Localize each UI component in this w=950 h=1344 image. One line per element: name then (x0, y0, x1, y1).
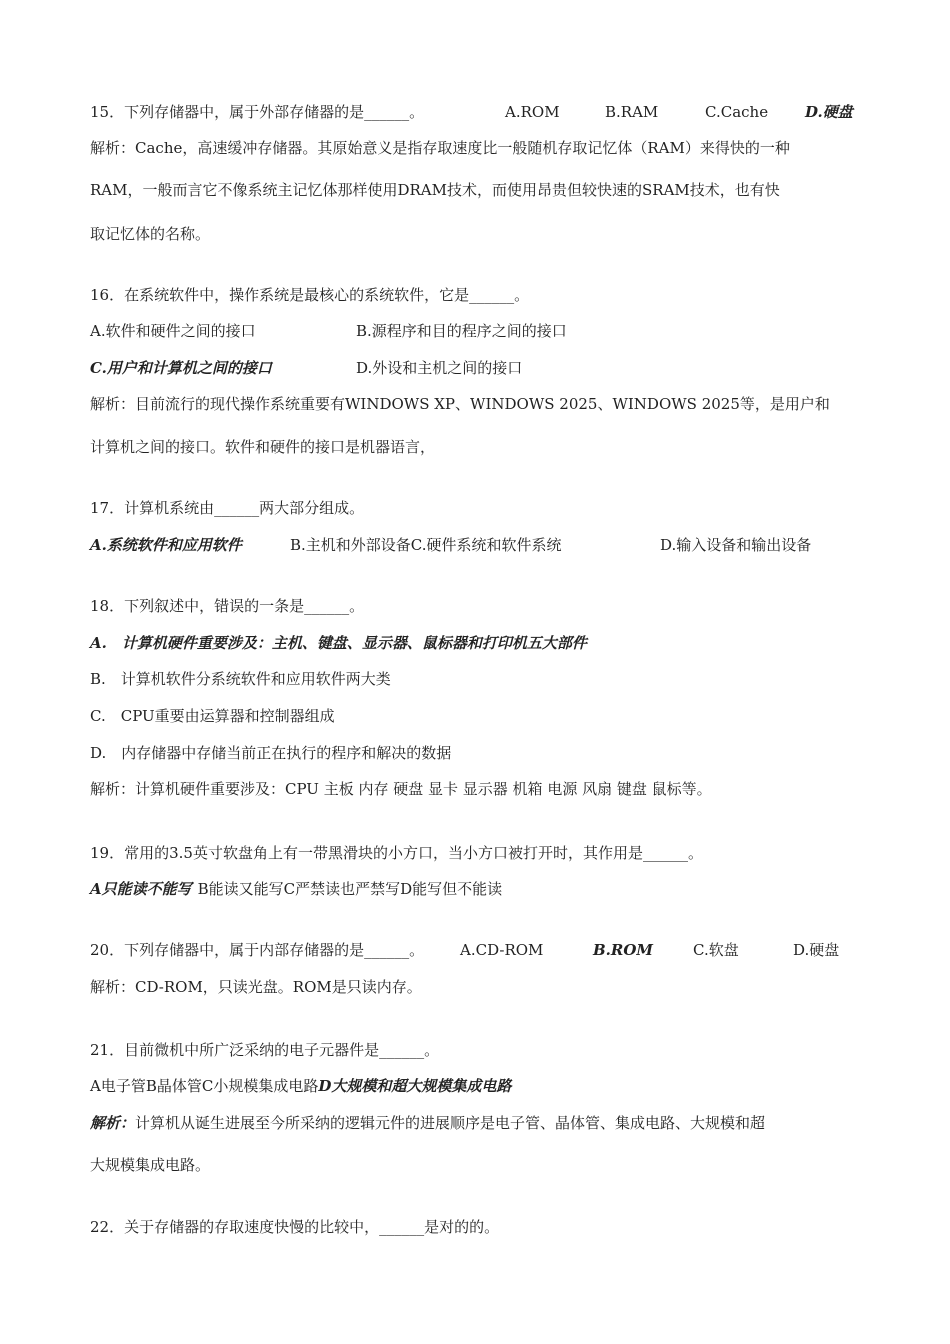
question-18-option-b: B. 计算机软件分系统软件和应用软件两大类 (90, 670, 391, 688)
question-21-explanation-line-2: 大规模集成电路。 (90, 1156, 211, 1174)
question-20-option-c: C.软盘 (693, 941, 739, 959)
question-16-option-b: B.源程序和目的程序之间的接口 (356, 322, 567, 340)
question-18-stem: 18．下列叙述中，错误的一条是______。 (90, 597, 365, 615)
question-21-options-row (90, 1074, 511, 1098)
question-15-explanation-line-1: 解析：Cache，高速缓冲存储器。其原始意义是指存取速度比一般随机存取记忆体（RAM）来得快的一种 (90, 139, 790, 157)
question-15-stem: 15．下列存储器中，属于外部存储器的是______。 (90, 103, 425, 121)
question-21-option-d-answer: D大规模和超大规模集成电路 (318, 1077, 512, 1095)
question-20-stem: 20．下列存储器中，属于内部存储器的是______。 (90, 941, 425, 959)
question-18-explanation: 解析：计算机硬件重要涉及：CPU 主板 内存 硬盘 显卡 显示器 机箱 电源 风扇 键盘 鼠标等。 (90, 780, 712, 798)
question-19-option-a-answer: A只能读不能写 (90, 880, 192, 898)
question-17-stem: 17．计算机系统由______两大部分组成。 (90, 499, 365, 517)
question-15-row (90, 100, 853, 124)
question-18-option-a-answer: A. 计算机硬件重要涉及：主机、键盘、显示器、鼠标器和打印机五大部件 (90, 634, 587, 652)
question-16-options-row-2 (90, 356, 522, 380)
question-16-option-d: D.外设和主机之间的接口 (356, 359, 523, 377)
question-17-option-bc: B.主机和外部设备C.硬件系统和软件系统 (290, 536, 562, 554)
question-18-option-c: C. CPU重要由运算器和控制器组成 (90, 707, 335, 725)
question-16-stem: 16．在系统软件中，操作系统是最核心的系统软件，它是______。 (90, 286, 530, 304)
question-16-options-row-1 (90, 319, 567, 343)
question-21-options-abc: A电子管B晶体管C小规模集成电路 (90, 1077, 319, 1095)
question-15-option-a: A.ROM (505, 103, 560, 121)
question-15-option-d-answer: D.硬盘 (805, 103, 853, 121)
question-20-explanation: 解析：CD-ROM，只读光盘。ROM是只读内存。 (90, 978, 422, 996)
question-21-explanation-line-1 (90, 1111, 765, 1135)
question-19-options-bcd: B能读又能写C严禁读也严禁写D能写但不能读 (197, 880, 503, 898)
question-16-explanation-line-1: 解析：目前流行的现代操作系统重要有WINDOWS XP、WINDOWS 2025、WINDOWS 2025等，是用户和 (90, 395, 830, 413)
question-15-explanation-line-3: 取记忆体的名称。 (90, 225, 211, 243)
question-20-option-a: A.CD-ROM (460, 941, 544, 959)
question-19-stem: 19．常用的3.5英寸软盘角上有一带黑滑块的小方口，当小方口被打开时，其作用是______。 (90, 844, 703, 862)
question-17-options-row (90, 533, 811, 557)
question-15-option-c: C.Cache (705, 103, 769, 121)
question-19-options-row (90, 877, 502, 901)
question-20-option-b-answer: B.ROM (593, 941, 654, 959)
question-21-stem: 21．目前微机中所广泛采纳的电子元器件是______。 (90, 1041, 440, 1059)
question-18-option-d: D. 内存储器中存储当前正在执行的程序和解决的数据 (90, 744, 452, 762)
question-22-stem: 22．关于存储器的存取速度快慢的比较中，______是对的的。 (90, 1218, 500, 1236)
question-15-explanation-line-2: RAM，一般而言它不像系统主记忆体那样使用DRAM技术，而使用昂贵但较快速的SRAM技术，也有快 (90, 181, 780, 199)
question-21-explanation-text: 计算机从诞生进展至今所采纳的逻辑元件的进展顺序是电子管、晶体管、集成电路、大规模和超 (135, 1114, 766, 1132)
question-20-row (90, 938, 839, 962)
question-16-option-c-answer: C.用户和计算机之间的接口 (90, 359, 272, 377)
question-17-option-a-answer: A.系统软件和应用软件 (90, 536, 242, 554)
question-20-option-d: D.硬盘 (793, 941, 840, 959)
question-21-explanation-label: 解析： (90, 1114, 136, 1132)
question-17-option-d: D.输入设备和输出设备 (660, 536, 812, 554)
question-16-option-a: A.软件和硬件之间的接口 (90, 322, 256, 340)
question-15-option-b: B.RAM (605, 103, 659, 121)
question-16-explanation-line-2: 计算机之间的接口。软件和硬件的接口是机器语言， (90, 438, 436, 456)
